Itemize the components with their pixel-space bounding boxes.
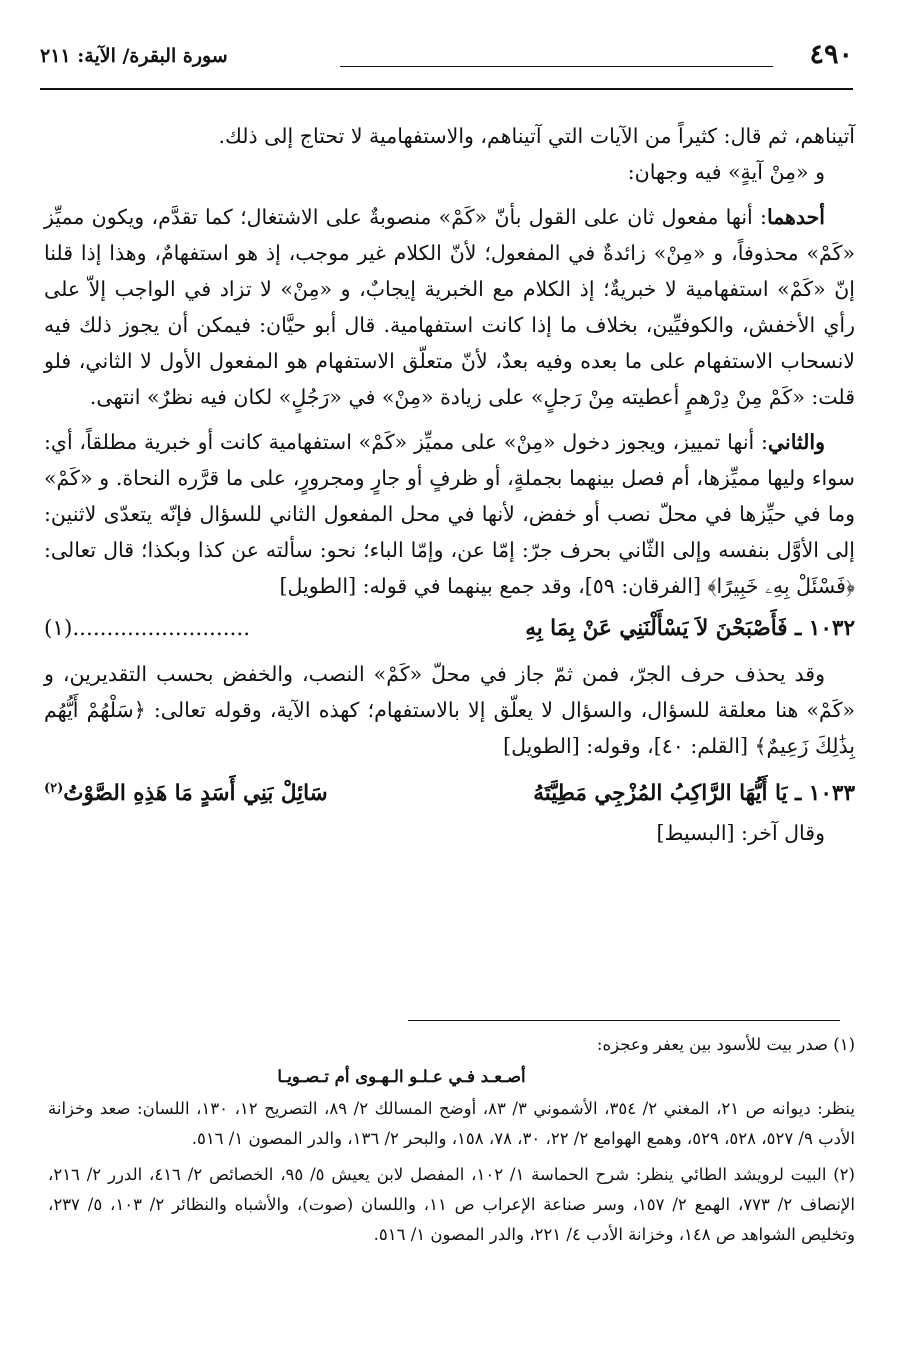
running-title: سورة البقرة/ الآية: ٢١١	[40, 45, 228, 67]
verse-1033	[44, 768, 855, 815]
paragraph-3: وقد يحذف حرف الجرّ، فمن ثمّ جاز في محلّ «كَمْ» النصب، والخفض بحسب التقديرين، و «كَمْ» هنا معلقة للسؤال، والسؤال لا يعلّق إلا بالاستفهام؛ كهذه الآية، وقوله تعالى: ﴿سَلْهُمْ أَيُّهُم بِذَٰلِكَ زَعِيمٌ﴾ [القلم: ٤٠]، وقوله: [الطويل]	[44, 662, 855, 758]
footnote-1-references: ينظر: ديوانه ص ٢١، المغني ٢/ ٣٥٤، الأشموني ٣/ ٨٣، أوضح المسالك ٢/ ٨٩، التصريح ١٢، ١٣٠، اللسان: صعد وخزانة الأدب ٩/ ٥٢٧، ٥٢٨، ٥٢٩، وهمع الهوامع ٢/ ٢٢، ٣٠، ٧٨، ١٥٨، والبحر ٢/ ١٣٦، والدر المصون ١/ ٥١٦.	[48, 1099, 855, 1148]
paragraph-second-aspect	[44, 424, 855, 604]
footnote-2: (٢) البيت لرويشد الطائي ينظر: شرح الحماسة ١/ ١٠٢، المفصل لابن يعيش ٥/ ٩٥، الخصائص ٢/ ٤١٦، الدرر ٢/ ٢١٦، الإنصاف ٢/ ٧٧٣، الهمع ٢/ ١٥٧، وسر صناعة الإعراب ص ١١، واللسان (صوت)، والأشباه والنظائر ٢/ ١٠٣، ٥/ ٢٣٧، وتخليص الشواهد ص ١٤٨، وخزانة الأدب ٤/ ٢٢١، والدر المصون ١/ ٥١٦.	[48, 1165, 855, 1244]
verse-1032-text: ١٠٣٢ ـ فَأَصْبَحْنَ لاَ يَسْأَلْنَنِي عَنْ بِمَا بِهِ	[525, 616, 855, 641]
header-line	[340, 66, 773, 67]
page-number: ٤٩٠	[809, 39, 853, 70]
verse-1033-second-hemistich-wrap	[44, 768, 328, 815]
page-header	[40, 28, 853, 90]
second-aspect-lead: والثاني	[767, 430, 825, 454]
first-aspect-text: : أنها مفعول ثان على القول بأنّ «كَمْ» منصوبةٌ على الاشتغال؛ كما تقدَّم، ويكون مميِّز «كَمْ» محذوفاً، و «مِنْ» زائدةٌ في المفعول؛ لأنّ الكلام غير موجب، إذ هو استفهامٌ، وهذا إذا قلنا إنّ «كَمْ» استفهامية لا خبريةٌ؛ إذ الكلام مع الخبرية إيجابٌ، و «مِنْ» لا تزاد في الواجب إلاّ على رأي الأخفش، والكوفيِّين، بخلاف ما إذا كانت استفهامية. قال أبو حيَّان: فيمكن أن يجوز ذلك فيه لانسحاب الاستفهام على ما بعده وفيه بعدٌ، لأنّ متعلّق الاستفهام هو المفعول الأول لا الثاني، فلو قلت: «كَمْ مِنْ دِرْهمٍ أعطيته مِنْ رَجلٍ» على زيادة «مِنْ» في «رَجُلٍ» لكان فيه نظرٌ» انتهى.	[44, 205, 855, 409]
footnotes	[48, 1030, 855, 1250]
main-text	[44, 118, 855, 851]
paragraph-first-aspect	[44, 199, 855, 415]
paragraph-4: وقال آخر: [البسيط]	[656, 821, 825, 846]
verse-1033-footnote-mark: (٢)	[44, 781, 64, 796]
header-rule	[40, 88, 853, 90]
footnote-1-intro: (١) صدر بيت للأسود بين يعفر وعجزه:	[596, 1035, 855, 1054]
second-aspect-text: : أنها تمييز، ويجوز دخول «مِنْ» على مميِّز «كَمْ» استفهامية كانت أو خبرية مطلقاً، أي: سواء وليها مميِّزها، أم فصل بينهما بجملةٍ، أو ظرفٍ أو جارٍ ومجرورٍ، على ما قرَّره النحاة. و «كَمْ» وما في حيِّزها في محلّ نصب أو خفض، لأنها في محل المفعول الثاني للسؤال فإنّه يتعدّى لاثنين: إلى الأوَّل بنفسه وإلى الثّاني بحرف جرّ: إمّا عن، وإمّا الباء؛ نحو: سألته عن كذا وبكذا؛ قال تعالى: ﴿فَسْئَلْ بِهِۦ خَبِيرًا﴾ [الفرقان: ٥٩]، وقد جمع بينهما في قوله: [الطويل]	[44, 430, 855, 598]
footnote-1-verse: أصـعـد فـي عـلـو الـهـوى أم تـصـويـا	[277, 1067, 526, 1086]
verse-1032	[44, 608, 855, 650]
footnote-separator	[408, 1020, 840, 1021]
paragraph-1: آتيناهم، ثم قال: كثيراً من الآيات التي آتيناهم، والاستفهامية لا تحتاج إلى ذلك.	[218, 124, 855, 148]
verse-1032-footnote-mark: (١)..........................	[44, 616, 251, 641]
paragraph-2: و «مِنْ آيةٍ» فيه وجهان:	[627, 160, 825, 184]
verse-1033-second-hemistich: سَائِلْ بَنِي أَسَدٍ مَا هَذِهِ الصَّوْتُ	[63, 781, 328, 807]
first-aspect-lead: أحدهما	[766, 205, 825, 229]
verse-1033-first-hemistich: ١٠٣٣ ـ يَا أَيُّهَا الرَّاكِبُ المُزْجِي مَطِيَّتَهُ	[533, 781, 855, 807]
